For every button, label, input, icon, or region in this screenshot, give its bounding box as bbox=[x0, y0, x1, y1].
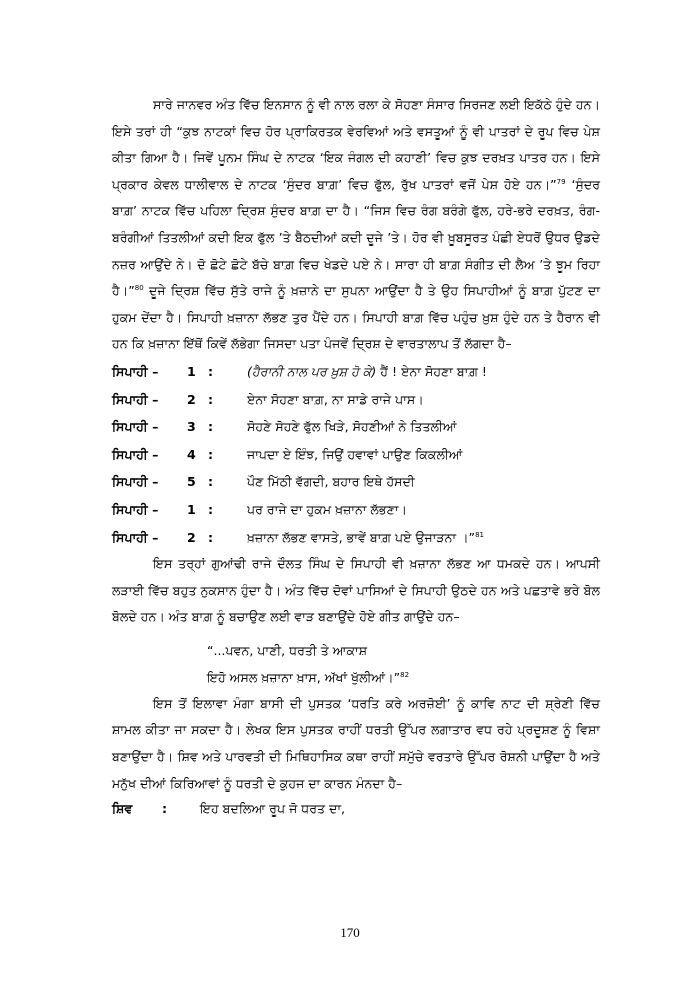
speaker-label-shiv: ਸ਼ਿਵ bbox=[112, 801, 133, 817]
dialogue-text: ਖ਼ਜ਼ਾਨਾ ਲੱਭਣ ਵਾਸਤੇ, ਭਾਵੇਂ ਬਾਗ਼ ਪਏ ਉਜਾੜਨਾ ।” bbox=[247, 529, 476, 545]
dialogue-colon: : bbox=[208, 529, 214, 545]
dialogue-colon: : bbox=[208, 501, 214, 517]
speaker-number: 2 bbox=[187, 391, 196, 407]
dialogue-text: ਸੋਹਣੇ ਸੋਹਣੇ ਫੁੱਲ ਖਿੜੇ, ਸੋਹਣੀਆਂ ਨੇ ਤਿਤਲੀਆਂ bbox=[247, 419, 457, 435]
speaker-label: ਸਿਪਾਹੀ – bbox=[112, 363, 159, 379]
dialogue-line bbox=[247, 524, 484, 552]
dialogue-row bbox=[112, 413, 600, 441]
dialogue-row bbox=[112, 468, 600, 496]
verse-block bbox=[112, 637, 600, 691]
speaker-label: ਸਿਪਾਹੀ – bbox=[112, 419, 159, 435]
speaker-label: ਸਿਪਾਹੀ – bbox=[112, 501, 159, 517]
dialogue-text: ਹੈਂ ! ਏਨਾ ਸੋਹਣਾ ਬਾਗ਼ ! bbox=[376, 363, 487, 379]
dialogue-block bbox=[112, 358, 600, 551]
footnote-ref-80: 80 bbox=[134, 284, 144, 293]
page-content bbox=[112, 92, 600, 821]
footnote-ref-79: 79 bbox=[556, 177, 566, 186]
stage-direction: (ਹੈਰਾਨੀ ਨਾਲ ਪਰ ਖ਼ੁਸ਼ ਹੋ ਕੇ) bbox=[247, 363, 377, 379]
page-number: 170 bbox=[340, 925, 360, 940]
dialogue-text: ਇਹ ਬਦਲਿਆ ਰੂਪ ਜੋ ਧਰਤ ਦਾ, bbox=[200, 801, 346, 817]
verse-line-2 bbox=[112, 664, 600, 691]
speaker-label: ਸਿਪਾਹੀ – bbox=[112, 391, 159, 407]
speaker-number: 5 bbox=[187, 474, 196, 490]
dialogue-row bbox=[112, 358, 600, 386]
dialogue-row bbox=[112, 496, 600, 524]
dialogue-colon: : bbox=[208, 363, 214, 379]
dialogue-colon: : bbox=[208, 446, 214, 462]
paragraph-2: ਇਸ ਤਰ੍ਹਾਂ ਗੁਆਂਢੀ ਰਾਜੇ ਦੌਲਤ ਸਿੰਘ ਦੇ ਸਿਪਾਹੀ ਵੀ ਖ਼ਜ਼ਾਨਾ ਲੱਭਣ ਆ ਧਮਕਦੇ ਹਨ। ਆਪਸੀ ਲੜਾਈ ਵਿੱਚ ਬਹੁਤ ਨੁਕਸਾਨ ਹੁੰਦਾ ਹੈ। ਅੰਤ ਵਿੱਚ ਦੋਵਾਂ ਪਾਸਿਆਂ ਦੇ ਸਿਪਾਹੀ ਉਠਦੇ ਹਨ ਅਤੇ ਪਛਤਾਵੇ ਭਰੇ ਬੋਲ ਬੋਲਦੇ ਹਨ। ਅੰਤ ਬਾਗ਼ ਨੂੰ ਬਚਾਉਣ ਲਈ ਵਾੜ ਬਣਾਉਂਦੇ ਹੋਏ ਗੀਤ ਗਾਉਂਦੇ ਹਨ– bbox=[112, 556, 600, 625]
paragraph-1-text-a: ਸਾਰੇ ਜਾਨਵਰ ਅੰਤ ਵਿੱਚ ਇਨਸਾਨ ਨੂੰ ਵੀ ਨਾਲ ਰਲਾ ਕੇ ਸੋਹਣਾ ਸੰਸਾਰ ਸਿਰਜਣ ਲਈ ਇਕੱਠੇ ਹੁੰਦੇ ਹਨ। ਇਸੇ ਤਰਾਂ ਹੀ “ਕੁਝ ਨਾਟਕਾਂ ਵਿਚ ਹੋਰ ਪ੍ਰਾਕਿਰਤਕ ਵੇਰਵਿਆਂ ਅਤੇ ਵਸਤੂਆਂ ਨੂੰ ਵੀ ਪਾਤਰਾਂ ਦੇ ਰੂਪ ਵਿਚ ਪੇਸ਼ ਕੀਤਾ ਗਿਆ ਹੈ। ਜਿਵੇਂ ਪੂਨਮ ਸਿੰਘ ਦੇ ਨਾਟਕ ‘ਇਕ ਜੰਗਲ ਦੀ ਕਹਾਣੀ’ ਵਿਚ ਕੁਝ ਦਰਖ਼ਤ ਪਾਤਰ ਹਨ। ਇਸੇ ਪ੍ਰਕਾਰ ਕੇਵਲ ਧਾਲੀਵਾਲ ਦੇ ਨਾਟਕ ‘ਸੁੰਦਰ ਬਾਗ਼’ ਵਿਚ ਫੁੱਲ, ਰੁੱਖ ਪਾਤਰਾਂ ਵਜੋਂ ਪੇਸ਼ ਹੋਏ ਹਨ।” bbox=[112, 97, 600, 192]
dialogue-text: ਪੌਣ ਮਿੱਠੀ ਵੱਗਦੀ, ਬਹਾਰ ਇਥੇ ਹੱਸਦੀ bbox=[247, 474, 415, 490]
speaker-number: 3 bbox=[187, 419, 196, 435]
dialogue-row bbox=[112, 386, 600, 414]
dialogue-row-shiv bbox=[112, 797, 600, 821]
paragraph-1 bbox=[112, 92, 600, 358]
speaker-number: 1 bbox=[187, 501, 196, 517]
dialogue-row bbox=[112, 524, 600, 552]
footnote-ref-82: 82 bbox=[400, 670, 410, 679]
verse-line-2-text: ਇਹੋ ਅਸਲ ਖ਼ਜ਼ਾਨਾ ਖ਼ਾਸ, ਅੱਖਾਂ ਖੁੱਲੀਆਂ।” bbox=[207, 669, 401, 685]
speaker-number: 1 bbox=[187, 363, 196, 379]
footnote-ref-81: 81 bbox=[475, 530, 485, 539]
dialogue-colon: : bbox=[162, 801, 168, 817]
speaker-label: ਸਿਪਾਹੀ – bbox=[112, 446, 159, 462]
dialogue-colon: : bbox=[208, 391, 214, 407]
dialogue-text: ਪਰ ਰਾਜੇ ਦਾ ਹੁਕਮ ਖ਼ਜ਼ਾਨਾ ਲੱਭਣਾ। bbox=[247, 501, 407, 517]
paragraph-1-text-b: ‘ਸੁੰਦਰ ਬਾਗ਼’ ਨਾਟਕ ਵਿੱਚ ਪਹਿਲਾ ਦ੍ਰਿਸ਼ ਸੁੰਦਰ ਬਾਗ਼ ਦਾ ਹੈ। “ਜਿਸ ਵਿਚ ਰੰਗ ਬਰੰਗੇ ਫੁੱਲ, ਹਰੇ-ਭਰੇ ਦਰਖ਼ਤ, ਰੰਗ-ਬਰੰਗੀਆਂ ਤਿਤਲੀਆਂ ਕਦੀ ਇਕ ਫੁੱਲ ’ਤੇ ਬੈਠਦੀਆਂ ਕਦੀ ਦੂਜੇ ’ਤੇ। ਹੋਰ ਵੀ ਖ਼ੂਬਸੂਰਤ ਪੰਛੀ ਏਧਰੋਂ ਉਧਰ ਉਡਦੇ ਨਜ਼ਰ ਆਉਂਦੇ ਨੇ। ਦੋ ਛੋਟੇ ਛੋਟੇ ਬੱਚੇ ਬਾਗ਼ ਵਿਚ ਖੇਡਦੇ ਪਏ ਨੇ। ਸਾਰਾ ਹੀ ਬਾਗ਼ ਸੰਗੀਤ ਦੀ ਲੈਅ ’ਤੇ ਝੂਮ ਰਿਹਾ ਹੈ।” bbox=[112, 176, 600, 299]
dialogue-text: ਜਾਪਦਾ ਏ ਇੰਝ, ਜਿਉਂ ਹਵਾਵਾਂ ਪਾਉਣ ਕਿਕਲੀਆਂ bbox=[247, 446, 463, 462]
dialogue-line bbox=[247, 358, 487, 386]
paragraph-3: ਇਸ ਤੋਂ ਇਲਾਵਾ ਮੰਗਾ ਬਾਸੀ ਦੀ ਪੁਸਤਕ ‘ਧਰਤਿ ਕਰੇ ਅਰਜ਼ੋਈ’ ਨੂੰ ਕਾਵਿ ਨਾਟ ਦੀ ਸ਼੍ਰੇਣੀ ਵਿੱਚ ਸ਼ਾਮਲ ਕੀਤਾ ਜਾ ਸਕਦਾ ਹੈ। ਲੇਖਕ ਇਸ ਪੁਸਤਕ ਰਾਹੀਂ ਧਰਤੀ ਉੱਪਰ ਲਗਾਤਾਰ ਵਧ ਰਹੇ ਪ੍ਰਦੂਸ਼ਣ ਨੂੰ ਵਿਸ਼ਾ ਬਣਾਉਂਦਾ ਹੈ। ਸ਼ਿਵ ਅਤੇ ਪਾਰਵਤੀ ਦੀ ਮਿਥਿਹਾਸਿਕ ਕਥਾ ਰਾਹੀਂ ਸਮੁੱਚੇ ਵਰਤਾਰੇ ਉੱਪਰ ਰੋਸ਼ਨੀ ਪਾਉਂਦਾ ਹੈ ਅਤੇ ਮਨੁੱਖ ਦੀਆਂ ਕਿਰਿਆਵਾਂ ਨੂੰ ਧਰਤੀ ਦੇ ਕੁਹਜ ਦਾ ਕਾਰਨ ਮੰਨਦਾ ਹੈ– bbox=[112, 695, 600, 791]
dialogue-colon: : bbox=[208, 474, 214, 490]
speaker-label: ਸਿਪਾਹੀ – bbox=[112, 529, 159, 545]
paragraph-1-text-c: ਦੂਜੇ ਦ੍ਰਿਸ਼ ਵਿੱਚ ਸੁੱਤੇ ਰਾਜੇ ਨੂੰ ਖ਼ਜ਼ਾਨੇ ਦਾ ਸੁਪਨਾ ਆਉਂਦਾ ਹੈ ਤੇ ਉਹ ਸਿਪਾਹੀਆਂ ਨੂੰ ਬਾਗ਼ ਪੁੱਟਣ ਦਾ ਹੁਕਮ ਦੇਂਦਾ ਹੈ। ਸਿਪਾਹੀ ਖ਼ਜ਼ਾਨਾ ਲੱਭਣ ਤੁਰ ਪੈਂਦੇ ਹਨ। ਸਿਪਾਹੀ ਬਾਗ਼ ਵਿੱਚ ਪਹੁੰਚ ਖ਼ੁਸ਼ ਹੁੰਦੇ ਹਨ ਤੇ ਹੈਰਾਨ ਵੀ ਹਨ ਕਿ ਖ਼ਜ਼ਾਨਾ ਇੱਥੋਂ ਕਿਵੇਂ ਲੱਭੇਗਾ ਜਿਸਦਾ ਪਤਾ ਪੰਜਵੇਂ ਦ੍ਰਿਸ਼ ਦੇ ਵਾਰਤਾਲਾਪ ਤੋਂ ਲੱਗਦਾ ਹੈ– bbox=[112, 283, 600, 352]
speaker-number: 4 bbox=[187, 446, 196, 462]
speaker-number: 2 bbox=[187, 529, 196, 545]
speaker-label: ਸਿਪਾਹੀ – bbox=[112, 474, 159, 490]
verse-line-1: “...ਪਵਨ, ਪਾਣੀ, ਧਰਤੀ ਤੇ ਆਕਾਸ਼ bbox=[207, 642, 368, 658]
dialogue-row bbox=[112, 441, 600, 469]
dialogue-text: ਏਨਾ ਸੋਹਣਾ ਬਾਗ਼, ਨਾ ਸਾਡੇ ਰਾਜੇ ਪਾਸ। bbox=[247, 391, 424, 407]
dialogue-colon: : bbox=[208, 419, 214, 435]
